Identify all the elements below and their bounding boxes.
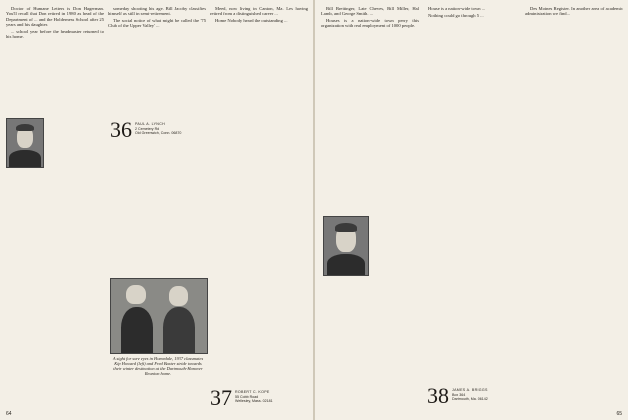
class-year-number: 37 [210, 385, 232, 410]
classmate-portrait-photo [323, 216, 369, 276]
left-page [0, 0, 313, 420]
secretary-address-1: Box 364 [452, 392, 466, 397]
class-secretary-info [135, 120, 181, 136]
classmate-portrait-photo [6, 118, 44, 168]
left-col3-para-1: Meed, now living in Canton, Ma. Les having retired from a distinguished career ... [210, 6, 308, 17]
photo-caption: A sight for sore eyes in Homedale, 1937 classmates Kip Howard (left) and Fred Baxter stride towards their winter destination at the Dartmouth-Hanover Reunion home. [112, 356, 204, 376]
right-column-2 [423, 6, 521, 20]
secretary-address-1: 55 Cobb Road [235, 394, 259, 399]
class-year-number: 36 [110, 117, 132, 142]
right-col3-para-1: Des Moines Register. In another area of academic administration we find... [525, 6, 623, 17]
class-profile-38 [427, 383, 488, 408]
page-number: 64 [6, 411, 12, 417]
secretary-name: ROBERT C. KOPE [235, 390, 270, 394]
right-col2-para-2: Nothing could go through 5 ... [428, 12, 484, 18]
page-number: 65 [616, 411, 622, 417]
classmates-outdoor-photo [110, 278, 208, 354]
left-column-2 [108, 6, 206, 30]
secretary-name: JAMES A. BRIGGS [452, 388, 488, 392]
left-column-3 [210, 6, 308, 25]
class-secretary-info [235, 388, 273, 404]
right-col2-para-1: House is a nation-wide town ... [428, 6, 486, 11]
secretary-address-2: Wellesley, Mass. 02181 [235, 399, 273, 404]
left-col2-para-2: The social notice of what might be called the '75 Club of the Upper Valley' ... [108, 18, 206, 29]
right-page [315, 0, 628, 420]
secretary-address-2: Old Greenwich, Conn. 06870 [135, 131, 182, 136]
right-column-3 [525, 6, 623, 18]
right-col1-para-1: Bill Breitinger, Late Cheves, Bill Miller, Hal Lamb, and George Smith. ... [321, 6, 419, 17]
left-col1-para-2: ... school year before the headmaster returned to his home. [6, 28, 104, 39]
left-col1-para-1: Doctor of Humane Letters is Don Hagerman. You'll recall that Don retired in 1980 as head of the Department of ... and the Holderness School after 25 years and his daughter. [6, 6, 104, 27]
secretary-name: PAUL A. LYNCH [135, 122, 165, 126]
secretary-address-1: 2 Cemetery Rd [135, 126, 160, 131]
class-profile-36 [110, 117, 182, 142]
class-year-number: 38 [427, 383, 449, 408]
class-profile-37 [210, 385, 273, 410]
right-column-1 [321, 6, 419, 30]
left-col2-para-1: someday shooting his age. Bill Jacoby classifies himself as still in semi-retirement. [108, 6, 206, 17]
left-column-1 [6, 6, 104, 41]
right-col1-para-2: Houses is a nation-wide town perry this organization with real employment of 1000 people. [321, 18, 419, 29]
secretary-address-2: Dartmouth, Ma. 06142 [452, 397, 488, 402]
class-secretary-info [452, 386, 488, 402]
left-col3-para-2: Home Nobody heard the outstanding ... [215, 18, 288, 24]
